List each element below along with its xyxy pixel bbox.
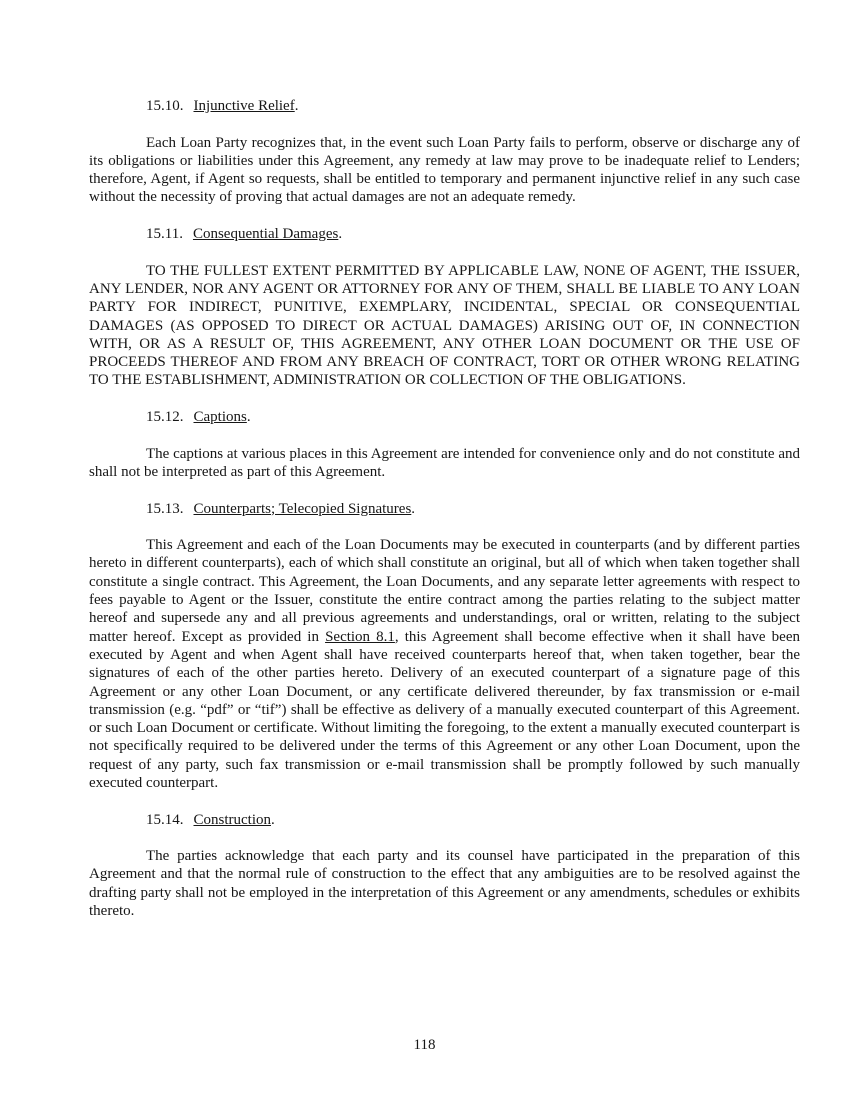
document-body (89, 97, 800, 939)
section-title: Consequential Damages (192, 226, 339, 243)
section-title-suffix: . (246, 409, 251, 426)
section-number: 15.13. (146, 500, 184, 517)
section-number: 15.10. (146, 98, 184, 114)
section-number: 15.14. (146, 811, 184, 828)
section-title: Injunctive Relief (193, 98, 295, 114)
text-run: TO THE FULLEST EXTENT PERMITTED BY APPLICABLE LAW, NONE OF AGENT, THE ISSUER, ANY LENDER, NOR ANY AGENT OR ATTORNEY FOR ANY OF THEM, SHALL BE LIABLE TO ANY LOAN PARTY FOR INDIRECT, PUNITIVE, EXEMPLARY, INCIDENTAL, SPECIAL OR CONSEQUENTIAL DAMAGES (AS OPPOSED TO DIRECT OR ACTUAL DAMAGES) ARISING OUT OF, IN CONNECTION WITH, OR AS A RESULT OF, THIS AGREEMENT, ANY OTHER LOAN DOCUMENT OR THE USE OF PROCEEDS THEREOF AND FROM ANY BREACH OF CONTRACT, TORT OR OTHER WRONG RELATING TO THE ESTABLISHMENT, ADMINISTRATION OR COLLECTION OF THE OBLIGATIONS. (89, 262, 800, 389)
section-title: Captions (193, 409, 247, 426)
section-heading (89, 408, 800, 426)
paragraph (89, 445, 800, 482)
section-reference: Section 8.1 (325, 628, 395, 645)
section-heading (89, 500, 800, 518)
section-heading (89, 811, 800, 829)
paragraph (89, 134, 800, 207)
paragraph (89, 847, 800, 920)
section-title-suffix: . (338, 226, 343, 243)
section-number: 15.11. (146, 226, 183, 243)
paragraph (89, 536, 800, 792)
section-title-suffix: . (411, 500, 416, 517)
section-heading (89, 97, 800, 115)
section-title-suffix: . (294, 98, 299, 114)
text-run: , this Agreement shall become effective when it shall have been executed by Agent and when Agent shall have received counterparts hereof that, when taken together, bear the signatures of each of the other parties hereto. Delivery of an executed counterpart of a signature page of this Agreement or any other Loan Document, or any certificate delivered thereunder, by fax transmission or e-mail transmission (e.g. “pdf” or “tif”) shall be effective as delivery of a manually executed counterpart of this Agreement. or such Loan Document or certificate. Without limiting the foregoing, to the extent a manually executed counterpart is not specifically required to be delivered under the terms of this Agreement or any other Loan Document, upon the request of any party, such fax transmission or e-mail transmission shall be promptly followed by such manually executed counterpart. (89, 628, 800, 791)
text-run: This Agreement and each of the Loan Documents may be executed in counterparts (and by different parties hereto in different counterparts), each of which shall constitute an original, but all of which when taken together shall constitute a single contract. This Agreement, the Loan Documents, and any separate letter agreements with respect to fees payable to Agent or the Issuer, constitute the entire contract among the parties relating to the subject matter hereof and supersede any and all previous agreements and understandings, oral or written, relating to the subject matter hereof. Except as provided in (89, 537, 800, 645)
section-heading (89, 225, 800, 243)
section-title-suffix: . (271, 811, 275, 828)
text-run: The parties acknowledge that each party and its counsel have participated in the preparation of this Agreement and that the normal rule of construction to the effect that any ambiguities are to be resolved against the drafting party shall not be employed in the interpretation of this Agreement or any amendments, schedules or exhibits thereto. (89, 848, 800, 920)
text-run: The captions at various places in this Agreement are intended for convenience only and do not constitute and shall not be interpreted as part of this Agreement. (89, 445, 800, 480)
text-run: Each Loan Party recognizes that, in the event such Loan Party fails to perform, observe or discharge any of its obligations or liabilities under this Agreement, any remedy at law may prove to be inadequate relief to Lenders; therefore, Agent, if Agent so requests, shall be entitled to temporary and permanent injunctive relief in any such case without the necessity of proving that actual damages are not an adequate remedy. (89, 134, 800, 206)
paragraph (89, 262, 800, 390)
section-number: 15.12. (146, 409, 184, 426)
section-title: Construction (193, 811, 271, 828)
section-title: Counterparts; Telecopied Signatures (193, 500, 412, 517)
page-number: 118 (413, 1037, 436, 1053)
